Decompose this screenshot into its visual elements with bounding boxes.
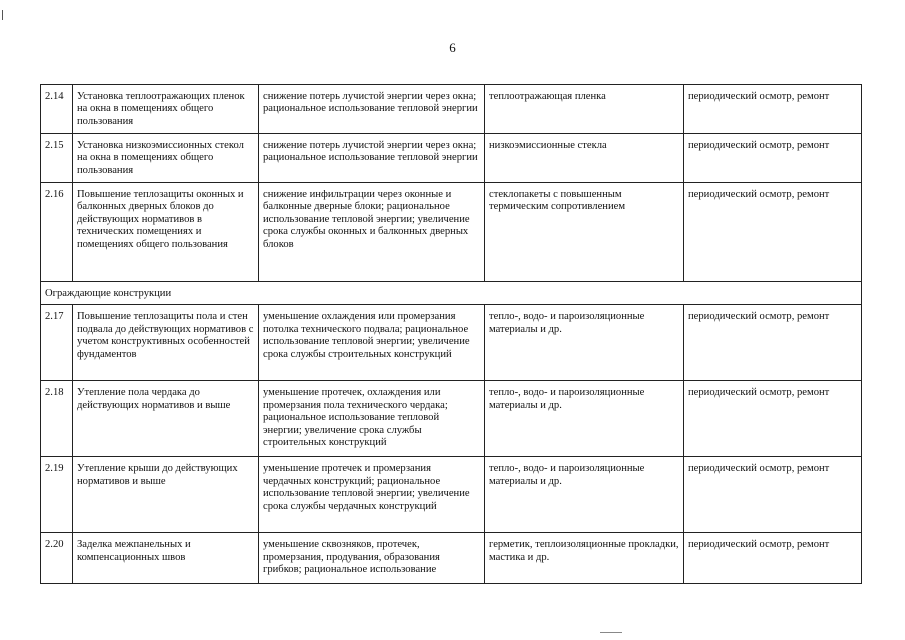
materials-cell: тепло-, водо- и пароизоляционные материалы и др.	[485, 381, 684, 457]
section-title: Ограждающие конструкции	[41, 282, 862, 305]
row-number: 2.20	[41, 533, 73, 584]
period-cell: периодический осмотр, ремонт	[684, 305, 862, 381]
materials-cell: тепло-, водо- и пароизоляционные материалы и др.	[485, 305, 684, 381]
table-row	[41, 533, 862, 584]
effect-cell: уменьшение сквозняков, протечек, промерзания, продувания, образования грибков; рациональное использование	[259, 533, 485, 584]
scan-bottom-mark	[600, 632, 622, 633]
row-number: 2.17	[41, 305, 73, 381]
measure-cell: Повышение теплозащиты оконных и балконных дверных блоков до действующих нормативов в технических помещениях и помещениях общего пользования	[73, 183, 259, 282]
effect-cell: снижение потерь лучистой энергии через окна; рациональное использование тепловой энергии	[259, 85, 485, 134]
row-number: 2.14	[41, 85, 73, 134]
period-cell: периодический осмотр, ремонт	[684, 85, 862, 134]
period-cell: периодический осмотр, ремонт	[684, 183, 862, 282]
table-row	[41, 85, 862, 134]
measures-table	[40, 84, 862, 584]
table-row	[41, 457, 862, 533]
measure-cell: Установка теплоотражающих пленок на окна в помещениях общего пользования	[73, 85, 259, 134]
table-row	[41, 305, 862, 381]
table-row	[41, 381, 862, 457]
row-number: 2.19	[41, 457, 73, 533]
effect-cell: снижение потерь лучистой энергии через окна; рациональное использование тепловой энергии	[259, 134, 485, 183]
row-number: 2.15	[41, 134, 73, 183]
effect-cell: снижение инфильтрации через оконные и балконные дверные блоки; рациональное использование тепловой энергии; увеличение срока службы оконных и балконных дверных блоков	[259, 183, 485, 282]
measure-cell: Повышение теплозащиты пола и стен подвала до действующих нормативов с учетом конструктивных особенностей фундаментов	[73, 305, 259, 381]
table-row	[41, 134, 862, 183]
period-cell: периодический осмотр, ремонт	[684, 134, 862, 183]
materials-cell: стеклопакеты с повышенным термическим сопротивлением	[485, 183, 684, 282]
section-header-row	[41, 282, 862, 305]
row-number: 2.16	[41, 183, 73, 282]
page-number: 6	[449, 40, 456, 55]
effect-cell: уменьшение протечек и промерзания чердачных конструкций; рациональное использование тепловой энергии; увеличение срока службы чердачных конструкций	[259, 457, 485, 533]
period-cell: периодический осмотр, ремонт	[684, 457, 862, 533]
scan-margin-mark	[2, 10, 3, 20]
materials-cell: тепло-, водо- и пароизоляционные материалы и др.	[485, 457, 684, 533]
effect-cell: уменьшение протечек, охлаждения или промерзания пола технического чердака; рациональное использование тепловой энергии; увеличение срока службы строительных конструкций	[259, 381, 485, 457]
materials-cell: теплоотражающая пленка	[485, 85, 684, 134]
effect-cell: уменьшение охлаждения или промерзания потолка технического подвала; рациональное использование тепловой энергии; увеличение срока службы строительных конструкций	[259, 305, 485, 381]
measure-cell: Утепление пола чердака до действующих нормативов и выше	[73, 381, 259, 457]
materials-cell: низкоэмиссионные стекла	[485, 134, 684, 183]
table-row	[41, 183, 862, 282]
measure-cell: Заделка межпанельных и компенсационных швов	[73, 533, 259, 584]
period-cell: периодический осмотр, ремонт	[684, 533, 862, 584]
period-cell: периодический осмотр, ремонт	[684, 381, 862, 457]
measure-cell: Установка низкоэмиссионных стекол на окна в помещениях общего пользования	[73, 134, 259, 183]
measure-cell: Утепление крыши до действующих нормативов и выше	[73, 457, 259, 533]
materials-cell: герметик, теплоизоляционные прокладки, мастика и др.	[485, 533, 684, 584]
row-number: 2.18	[41, 381, 73, 457]
